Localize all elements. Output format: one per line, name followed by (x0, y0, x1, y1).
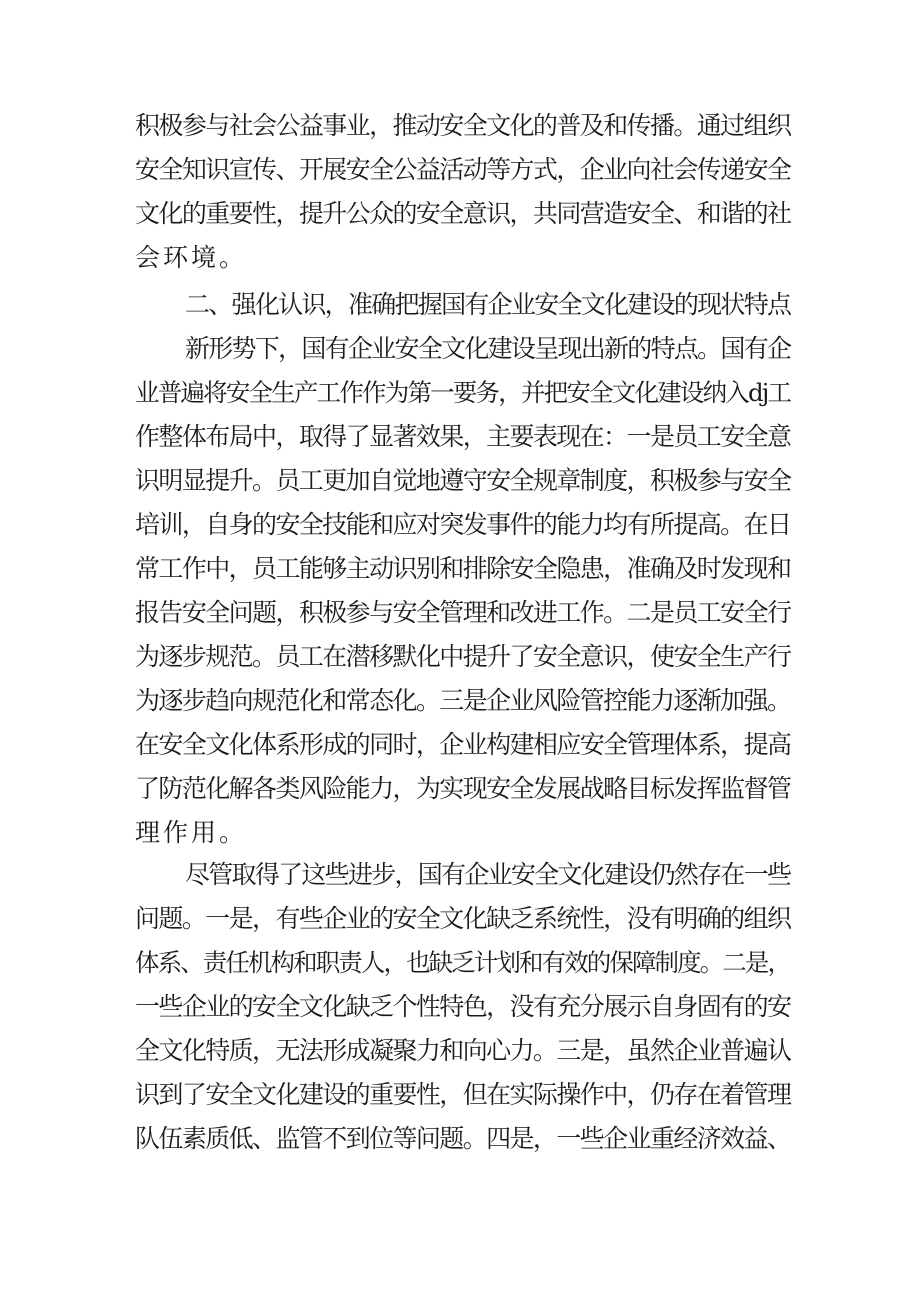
text-line: 问题。一是，有些企业的安全文化缺乏系统性，没有明确的组织 (135, 904, 790, 933)
text-line: 报告安全问题，积极参与安全管理和改进工作。二是员工安全行 (135, 598, 790, 627)
text-line: 识明显提升。员工更加自觉地遵守安全规章制度，积极参与安全 (135, 466, 790, 495)
text-line: 为逐步规范。员工在潜移默化中提升了安全意识，使安全生产行 (135, 642, 790, 671)
text-line: 积极参与社会公益事业，推动安全文化的普及和传播。通过组织 (135, 111, 790, 140)
text-line: 为逐步趋向规范化和常态化。三是企业风险管控能力逐渐加强。 (135, 686, 790, 715)
paragraph-first-line: 新形势下，国有企业安全文化建设呈现出新的特点。国有企 (185, 334, 790, 363)
text-line: 体系、责任机构和职责人，也缺乏计划和有效的保障制度。二是， (135, 948, 790, 977)
paragraph-first-line: 尽管取得了这些进步，国有企业安全文化建设仍然存在一些 (185, 860, 790, 889)
text-line: 业普遍将安全生产工作作为第一要务，并把安全文化建设纳入dj工 (135, 378, 790, 407)
text-line: 文化的重要性，提升公众的安全意识，共同营造安全、和谐的社 (135, 199, 790, 228)
text-line: 一些企业的安全文化缺乏个性特色，没有充分展示自身固有的安 (135, 992, 790, 1021)
text-line: 会环境。 (135, 243, 248, 272)
text-line: 了防范化解各类风险能力，为实现安全发展战略目标发挥监督管 (135, 774, 790, 803)
text-line: 全文化特质，无法形成凝聚力和向心力。三是，虽然企业普遍认 (135, 1036, 790, 1065)
text-line: 安全知识宣传、开展安全公益活动等方式，企业向社会传递安全 (135, 155, 790, 184)
text-line: 理作用。 (135, 818, 248, 847)
text-line: 识到了安全文化建设的重要性，但在实际操作中，仍存在着管理 (135, 1080, 790, 1109)
text-line: 在安全文化体系形成的同时，企业构建相应安全管理体系，提高 (135, 730, 790, 759)
text-line: 常工作中，员工能够主动识别和排除安全隐患，准确及时发现和 (135, 554, 790, 583)
text-line: 作整体布局中，取得了显著效果，主要表现在：一是员工安全意 (135, 422, 790, 451)
text-line: 队伍素质低、监管不到位等问题。四是，一些企业重经济效益、 (135, 1124, 790, 1153)
text-line: 培训，自身的安全技能和应对突发事件的能力均有所提高。在日 (135, 510, 790, 539)
section-heading: 二、强化认识，准确把握国有企业安全文化建设的现状特点 (185, 290, 790, 319)
